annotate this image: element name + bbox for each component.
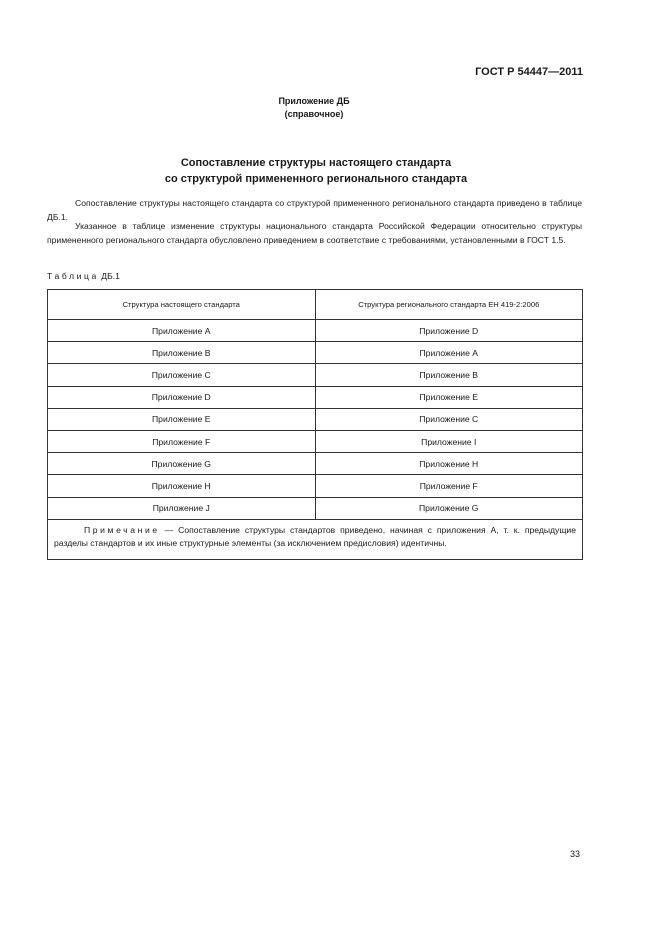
table-cell: Приложение F [315,475,583,497]
table-row [48,475,583,497]
section-title-line1: Сопоставление структуры настоящего стандарта [180,157,452,169]
note-label: Примечание [84,524,160,535]
table-row [48,453,583,475]
table-cell: Приложение J [48,497,316,519]
table-cell: Приложение В [48,342,316,364]
table-cell: Приложение H [315,453,583,475]
section-title-line2: со структурой примененного регионального стандарта [164,173,468,185]
table-caption-number: ДБ.1 [101,271,120,281]
page-number: 33 [569,849,580,859]
table-cell: Приложение G [315,497,583,519]
table-row [48,386,583,408]
table-caption [47,271,120,281]
table-caption-label: Таблица [47,271,99,281]
table-cell: Приложение F [48,430,316,452]
table-cell: Приложение Е [48,408,316,430]
body-paragraph-1: Сопоставление структуры настоящего стандарта со структурой примененного регионального стандарта приведено в таблице ДБ.1. [47,198,582,222]
table-row [48,320,583,342]
comparison-table [47,289,583,560]
note-text: — Сопоставление структуры стандартов приведено, начиная с приложения А, т. к. предыдущие разделы стандартов и их иные структурные элементы (за исключением предисловия) идентичны. [54,524,576,548]
table-header-row [48,290,583,320]
annex-title: Приложение ДБ [278,96,350,106]
table-row [48,364,583,386]
table-note [48,519,583,559]
table-cell: Приложение I [315,430,583,452]
table-cell: Приложение С [48,364,316,386]
table-row [48,342,583,364]
table-note-row [48,519,583,559]
table-cell: Приложение D [315,320,583,342]
table-row [48,497,583,519]
table-cell: Приложение А [315,342,583,364]
table-cell: Приложение А [48,320,316,342]
table-cell: Приложение G [48,453,316,475]
header-regional-structure: Структура регионального стандарта ЕН 419-2:2006 [315,290,583,320]
table-cell: Приложение В [315,364,583,386]
table-row [48,408,583,430]
body-paragraph-2: Указанное в таблице изменение структуры национального стандарта Российской Федерации относительно структуры примененного регионального стандарта обусловлено приведением в соответствие с требованиями, установленными в ГОСТ 1.5. [47,221,582,245]
annex-heading [0,95,628,121]
document-code: ГОСТ Р 54447—2011 [475,66,583,78]
table-cell: Приложение H [48,475,316,497]
annex-subtitle: (справочное) [284,109,344,119]
table-cell: Приложение Е [315,386,583,408]
table-row [48,430,583,452]
header-national-structure: Структура настоящего стандарта [48,290,316,320]
table-cell: Приложение С [315,408,583,430]
section-title [0,155,632,187]
table-cell: Приложение D [48,386,316,408]
